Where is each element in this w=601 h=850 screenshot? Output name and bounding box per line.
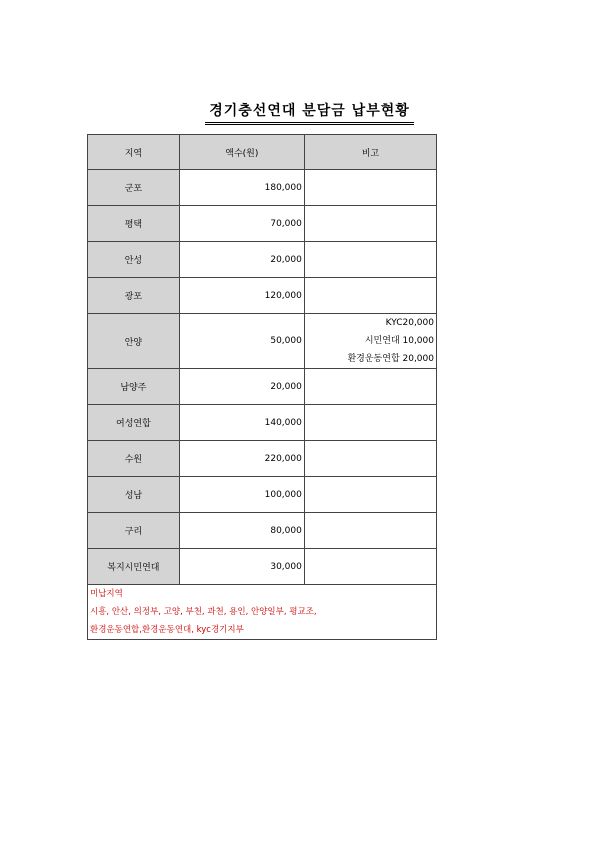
note-cell [304, 369, 436, 405]
note-line: 환경운동연합 20,000 [347, 354, 434, 364]
unpaid-line-1: 시흥, 안산, 의정부, 고양, 부천, 과천, 용인, 안양일부, 평교조, [90, 607, 317, 617]
note-cell [304, 549, 436, 585]
amount-cell: 180,000 [179, 170, 304, 206]
table-row [88, 278, 437, 314]
note-cell [304, 405, 436, 441]
amount-cell: 50,000 [179, 314, 304, 369]
table-row [88, 242, 437, 278]
note-line: 시민연대 10,000 [364, 336, 434, 346]
note-cell [304, 441, 436, 477]
region-cell: 구리 [88, 513, 180, 549]
note-cell [304, 513, 436, 549]
region-cell: 성남 [88, 477, 180, 513]
unpaid-regions-note [88, 585, 437, 640]
amount-cell: 100,000 [179, 477, 304, 513]
amount-cell: 140,000 [179, 405, 304, 441]
table-body [88, 170, 437, 585]
region-cell: 안성 [88, 242, 180, 278]
note-cell [304, 314, 436, 369]
footnote-row [88, 585, 437, 640]
page-title-text: 경기충선연대 분담금 납부현황 [205, 100, 414, 125]
page-title [0, 100, 601, 125]
amount-cell: 20,000 [179, 369, 304, 405]
unpaid-line-2: 환경운동연합,환경운동연대, kyc경기지부 [90, 625, 244, 635]
table-row [88, 477, 437, 513]
dues-table [87, 134, 437, 640]
region-cell: 안양 [88, 314, 180, 369]
note-line: KYC20,000 [385, 318, 434, 328]
note-cell [304, 278, 436, 314]
note-cell [304, 170, 436, 206]
note-cell [304, 477, 436, 513]
amount-cell: 220,000 [179, 441, 304, 477]
table-row [88, 513, 437, 549]
unpaid-heading: 미납지역 [90, 589, 123, 599]
region-cell: 군포 [88, 170, 180, 206]
amount-cell: 120,000 [179, 278, 304, 314]
table-row [88, 170, 437, 206]
header-note: 비고 [304, 135, 436, 170]
region-cell: 수원 [88, 441, 180, 477]
header-region: 지역 [88, 135, 180, 170]
table-header-row [88, 135, 437, 170]
region-cell: 남양주 [88, 369, 180, 405]
header-amount: 액수(원) [179, 135, 304, 170]
region-cell: 여성연합 [88, 405, 180, 441]
amount-cell: 80,000 [179, 513, 304, 549]
amount-cell: 20,000 [179, 242, 304, 278]
table-row [88, 314, 437, 369]
table-row [88, 369, 437, 405]
note-cell [304, 206, 436, 242]
amount-cell: 70,000 [179, 206, 304, 242]
table-row [88, 441, 437, 477]
note-cell [304, 242, 436, 278]
table-row [88, 549, 437, 585]
table-row [88, 206, 437, 242]
region-cell: 광포 [88, 278, 180, 314]
region-cell: 평택 [88, 206, 180, 242]
table-row [88, 405, 437, 441]
region-cell: 복지시민연대 [88, 549, 180, 585]
amount-cell: 30,000 [179, 549, 304, 585]
